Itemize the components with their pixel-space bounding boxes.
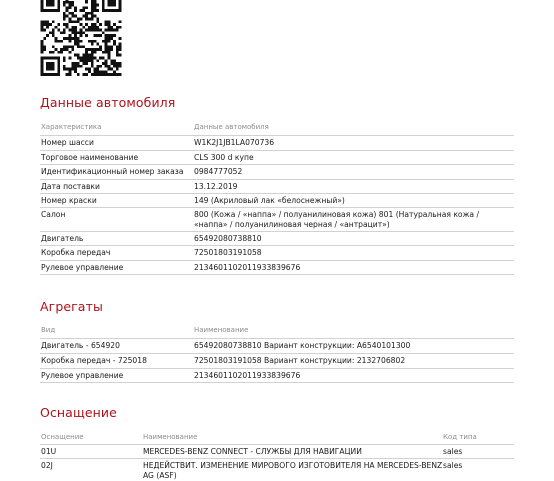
row-label: Двигатель bbox=[41, 234, 84, 243]
row-value: W1K2J1JB1LA070736 bbox=[194, 138, 275, 147]
column-header: Данные автомобиля bbox=[194, 123, 269, 131]
table-row bbox=[40, 232, 514, 246]
table-row bbox=[40, 151, 514, 165]
column-header: Код типа bbox=[443, 433, 477, 441]
row-label: Торговое наименование bbox=[41, 153, 139, 162]
table-row bbox=[40, 136, 514, 151]
column-header: Вид bbox=[41, 326, 56, 334]
equipment-table-header bbox=[40, 433, 514, 445]
table-row bbox=[40, 445, 514, 459]
equipment-type-code: sales bbox=[443, 461, 463, 470]
column-header: Наименование bbox=[143, 433, 198, 441]
table-row bbox=[40, 354, 514, 369]
qr-finder-pattern bbox=[103, 0, 120, 11]
table-row bbox=[40, 165, 514, 180]
row-value: 2134601102011933839676 bbox=[194, 263, 301, 272]
table-row bbox=[40, 194, 514, 208]
row-value: 72501803191058 Вариант конструкции: 2132706802 bbox=[194, 356, 406, 365]
row-value: 65492080738810 Вариант конструкции: A6540101300 bbox=[194, 341, 411, 350]
table-row bbox=[40, 339, 514, 354]
vehicle-table-header bbox=[40, 123, 514, 136]
table-row bbox=[40, 261, 514, 275]
row-label: Двигатель - 654920 bbox=[41, 341, 120, 350]
vehicle-data-title: Данные автомобиля bbox=[40, 95, 176, 110]
row-label: Дата поставки bbox=[41, 182, 100, 191]
qr-finder-pattern bbox=[42, 58, 59, 75]
row-label: Номер шасси bbox=[41, 138, 94, 147]
row-label: Рулевое управление bbox=[41, 371, 124, 380]
row-label: Идентификационный номер заказа bbox=[41, 167, 184, 176]
table-row bbox=[40, 246, 514, 261]
row-value: 149 (Акриловый лак «белоснежный») bbox=[194, 196, 345, 205]
table-row bbox=[40, 369, 514, 383]
equipment-table bbox=[40, 433, 514, 481]
row-label: Коробка передач - 725018 bbox=[41, 356, 147, 365]
equipment-code: 02J bbox=[41, 461, 53, 470]
row-value: 2134601102011933839676 bbox=[194, 371, 301, 380]
row-label: Салон bbox=[41, 210, 66, 219]
row-value: 13.12.2019 bbox=[194, 182, 238, 191]
row-label: Коробка передач bbox=[41, 248, 111, 257]
row-value: 800 (Кожа / «наппа» / полуанилиновая кожа) 801 (Натуральная кожа / «наппа» / полуанилиновая черная / «антрацит») bbox=[194, 210, 480, 229]
vehicle-data-table bbox=[40, 123, 514, 275]
column-header: Характеристика bbox=[41, 123, 102, 131]
row-value: 0984777052 bbox=[194, 167, 243, 176]
equipment-type-code: sales bbox=[443, 447, 463, 456]
table-row bbox=[40, 180, 514, 194]
row-label: Рулевое управление bbox=[41, 263, 124, 272]
equipment-name: MERCEDES-BENZ CONNECT - СЛУЖБЫ ДЛЯ НАВИГАЦИИ bbox=[143, 447, 362, 456]
units-title: Агрегаты bbox=[40, 299, 103, 314]
column-header: Оснащение bbox=[41, 433, 84, 441]
units-table bbox=[40, 326, 514, 383]
row-value: 65492080738810 bbox=[194, 234, 262, 243]
table-row bbox=[40, 459, 514, 481]
units-table-header bbox=[40, 326, 514, 339]
row-value: CLS 300 d купе bbox=[194, 153, 254, 162]
qr-code bbox=[40, 0, 122, 76]
row-value: 72501803191058 bbox=[194, 248, 262, 257]
equipment-name: НЕДЕЙСТВИТ. ИЗМЕНЕНИЕ МИРОВОГО ИЗГОТОВИТЕЛЯ НА MERCEDES-BENZ AG (ASF) bbox=[143, 461, 443, 480]
qr-finder-pattern bbox=[42, 0, 59, 11]
table-row bbox=[40, 208, 514, 232]
equipment-title: Оснащение bbox=[40, 405, 117, 420]
equipment-code: 01U bbox=[41, 447, 57, 456]
row-label: Номер краски bbox=[41, 196, 97, 205]
column-header: Наименование bbox=[194, 326, 249, 334]
